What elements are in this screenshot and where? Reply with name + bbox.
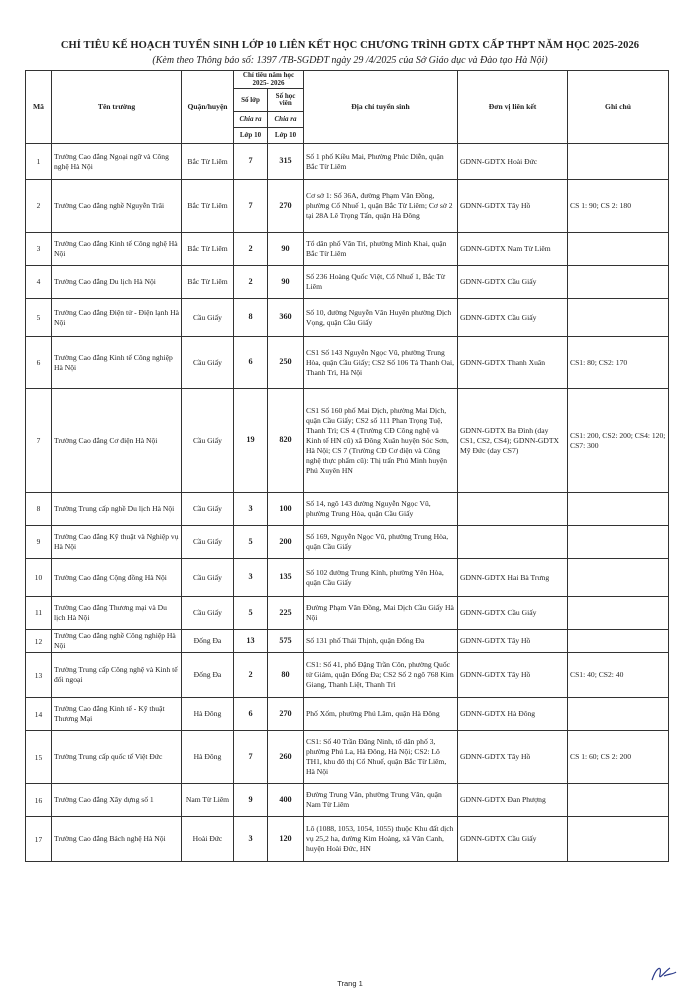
row-note: [568, 817, 669, 862]
row-address: Lô (1088, 1053, 1054, 1055) thuộc Khu đất dịch vụ 25,2 ha, đường Kim Hoàng, xã Vân Canh, huyện Hoài Đức, HN: [304, 817, 458, 862]
row-classes: 2: [234, 233, 268, 266]
row-note: CS1: 80; CS2: 170: [568, 337, 669, 389]
row-stt: 1: [26, 144, 52, 180]
row-note: [568, 526, 669, 559]
row-classes: 3: [234, 817, 268, 862]
row-address: Phố Xốm, phường Phú Lãm, quận Hà Đông: [304, 698, 458, 731]
row-school-name: Trường Cao đẳng nghề Nguyễn Trãi: [52, 180, 182, 233]
row-school-name: Trường Cao đẳng Kinh tế Công nghiệp Hà Nội: [52, 337, 182, 389]
row-district: Đống Đa: [182, 630, 234, 653]
row-district: Hà Đông: [182, 698, 234, 731]
row-students: 135: [268, 559, 304, 597]
row-partner: GDNN-GDTX Ba Đình (day CS1, CS2, CS4); GDNN-GDTX Mỹ Đức (day CS7): [458, 389, 568, 493]
row-address: CS1 Số 143 Nguyễn Ngọc Vũ, phường Trung Hòa, quận Cầu Giấy; CS2 Số 106 Tả Thanh Oai, Thanh Trì, Hà Nội: [304, 337, 458, 389]
row-classes: 3: [234, 559, 268, 597]
row-note: CS 1: 60; CS 2: 200: [568, 731, 669, 784]
row-address: Đường Trung Văn, phường Trung Văn, quận Nam Từ Liêm: [304, 784, 458, 817]
row-stt: 6: [26, 337, 52, 389]
row-students: 400: [268, 784, 304, 817]
row-classes: 13: [234, 630, 268, 653]
table-row: [26, 817, 669, 862]
row-partner: GDNN-GDTX Tây Hồ: [458, 653, 568, 698]
row-note: [568, 299, 669, 337]
row-partner: GDNN-GDTX Nam Từ Liêm: [458, 233, 568, 266]
row-note: [568, 559, 669, 597]
row-address: Số 102 đường Trung Kính, phường Yên Hòa, quận Cầu Giấy: [304, 559, 458, 597]
table-row: [26, 180, 669, 233]
row-partner: GDNN-GDTX Tây Hồ: [458, 630, 568, 653]
row-note: [568, 630, 669, 653]
col-header-split-students: Chia ra: [268, 112, 304, 128]
row-classes: 3: [234, 493, 268, 526]
table-row: [26, 559, 669, 597]
row-address: Số 131 phố Thái Thịnh, quận Đống Đa: [304, 630, 458, 653]
row-classes: 6: [234, 698, 268, 731]
row-stt: 4: [26, 266, 52, 299]
row-note: CS1: 40; CS2: 40: [568, 653, 669, 698]
row-partner: GDNN-GDTX Tây Hồ: [458, 180, 568, 233]
row-school-name: Trường Cao đẳng Kỹ thuật và Nghiệp vụ Hà Nội: [52, 526, 182, 559]
row-students: 250: [268, 337, 304, 389]
row-stt: 10: [26, 559, 52, 597]
row-stt: 8: [26, 493, 52, 526]
table-row: [26, 731, 669, 784]
col-header-quota: Chỉ tiêu năm học 2025- 2026: [234, 71, 304, 89]
col-header-students: Số học viên: [268, 89, 304, 112]
row-district: Bắc Từ Liêm: [182, 266, 234, 299]
row-note: [568, 597, 669, 630]
row-district: Cầu Giấy: [182, 299, 234, 337]
col-header-grade-classes: Lớp 10: [234, 128, 268, 144]
row-partner: GDNN-GDTX Hoài Đức: [458, 144, 568, 180]
row-students: 80: [268, 653, 304, 698]
row-district: Bắc Từ Liêm: [182, 233, 234, 266]
row-address: Đường Phạm Văn Đồng, Mai Dịch Cầu Giấy Hà Nội: [304, 597, 458, 630]
row-stt: 3: [26, 233, 52, 266]
row-classes: 5: [234, 597, 268, 630]
table-row: [26, 389, 669, 493]
row-stt: 5: [26, 299, 52, 337]
row-note: CS 1: 90; CS 2: 180: [568, 180, 669, 233]
table-row: [26, 698, 669, 731]
row-district: Bắc Từ Liêm: [182, 144, 234, 180]
table-row: [26, 653, 669, 698]
row-address: Số 10, đường Nguyễn Văn Huyên phường Dịch Vọng, quận Cầu Giấy: [304, 299, 458, 337]
table-row: [26, 630, 669, 653]
row-classes: 8: [234, 299, 268, 337]
row-address: Số 169, Nguyễn Ngọc Vũ, phường Trung Hòa, quận Cầu Giấy: [304, 526, 458, 559]
row-classes: 7: [234, 144, 268, 180]
col-header-partner: Đơn vị liên kết: [458, 71, 568, 144]
row-note: [568, 266, 669, 299]
row-school-name: Trường Cao đẳng Cộng đồng Hà Nội: [52, 559, 182, 597]
row-partner: GDNN-GDTX Cầu Giấy: [458, 266, 568, 299]
row-district: Đống Đa: [182, 653, 234, 698]
table-row: [26, 266, 669, 299]
row-classes: 19: [234, 389, 268, 493]
row-students: 575: [268, 630, 304, 653]
row-stt: 17: [26, 817, 52, 862]
row-stt: 16: [26, 784, 52, 817]
table-row: [26, 597, 669, 630]
row-district: Hoài Đức: [182, 817, 234, 862]
row-district: Hà Đông: [182, 731, 234, 784]
col-header-note: Ghi chú: [568, 71, 669, 144]
row-address: Số 236 Hoàng Quốc Việt, Cổ Nhuế 1, Bắc Từ Liêm: [304, 266, 458, 299]
row-partner: GDNN-GDTX Đan Phượng: [458, 784, 568, 817]
col-header-district: Quận/huyện: [182, 71, 234, 144]
row-partner: GDNN-GDTX Cầu Giấy: [458, 817, 568, 862]
row-classes: 7: [234, 731, 268, 784]
row-school-name: Trường Cao đẳng Điện tử - Điện lạnh Hà Nội: [52, 299, 182, 337]
row-district: Cầu Giấy: [182, 493, 234, 526]
row-school-name: Trường Trung cấp quốc tế Việt Đức: [52, 731, 182, 784]
row-students: 225: [268, 597, 304, 630]
row-partner: GDNN-GDTX Cầu Giấy: [458, 597, 568, 630]
document-subtitle: (Kèm theo Thông báo số: 1397 /TB-SGDĐT ngày 29 /4/2025 của Sở Giáo dục và Đào tạo Hà Nội): [152, 55, 548, 66]
row-note: [568, 144, 669, 180]
row-school-name: Trường Cao đẳng Kinh tế Công nghệ Hà Nội: [52, 233, 182, 266]
row-school-name: Trường Trung cấp nghề Du lịch Hà Nội: [52, 493, 182, 526]
page-number: Trang 1: [337, 979, 363, 988]
row-partner: GDNN-GDTX Hai Bà Trưng: [458, 559, 568, 597]
row-school-name: Trường Cao đẳng Kinh tế - Kỹ thuật Thương Mại: [52, 698, 182, 731]
row-partner: GDNN-GDTX Thanh Xuân: [458, 337, 568, 389]
row-district: Cầu Giấy: [182, 337, 234, 389]
row-students: 820: [268, 389, 304, 493]
row-students: 270: [268, 698, 304, 731]
row-address: Cơ sở 1: Số 36A, đường Phạm Văn Đồng, phường Cổ Nhuế 1, quận Bắc Từ Liêm; Cơ sở 2 tại 28A Lê Trọng Tấn, quận Hà Đông: [304, 180, 458, 233]
row-classes: 9: [234, 784, 268, 817]
row-district: Cầu Giấy: [182, 559, 234, 597]
row-address: Số 1 phố Kiều Mai, Phường Phúc Diễn, quận Bắc Từ Liêm: [304, 144, 458, 180]
row-address: CS1: Số 41, phố Đặng Trần Côn, phường Quốc tử Giám, quận Đống Đa; CS2 Số 2 ngõ 768 Kim Giang, Thanh Liệt, Thanh Trì: [304, 653, 458, 698]
row-stt: 2: [26, 180, 52, 233]
row-classes: 6: [234, 337, 268, 389]
row-district: Cầu Giấy: [182, 597, 234, 630]
row-school-name: Trường Cao đẳng Xây dựng số 1: [52, 784, 182, 817]
row-address: Tổ dân phố Văn Trì, phường Minh Khai, quận Bắc Từ Liêm: [304, 233, 458, 266]
table-row: [26, 784, 669, 817]
row-note: [568, 233, 669, 266]
table-row: [26, 493, 669, 526]
row-students: 315: [268, 144, 304, 180]
row-address: CS1: Số 40 Trần Đăng Ninh, tổ dân phố 3, phường Phú La, Hà Đông, Hà Nội; CS2: Lô TH1, khu đô thị Cổ Nhuế, quận Bắc Từ Liêm, Hà Nội: [304, 731, 458, 784]
row-partner: [458, 526, 568, 559]
row-partner: GDNN-GDTX Hà Đông: [458, 698, 568, 731]
table-row: [26, 526, 669, 559]
row-district: Cầu Giấy: [182, 526, 234, 559]
row-stt: 13: [26, 653, 52, 698]
row-students: 200: [268, 526, 304, 559]
row-school-name: Trường Cao đẳng Ngoại ngữ và Công nghệ Hà Nội: [52, 144, 182, 180]
row-school-name: Trường Trung cấp Công nghệ và Kinh tế đối ngoại: [52, 653, 182, 698]
col-header-split-classes: Chia ra: [234, 112, 268, 128]
row-school-name: Trường Cao đẳng Cơ điện Hà Nội: [52, 389, 182, 493]
row-students: 120: [268, 817, 304, 862]
row-classes: 7: [234, 180, 268, 233]
row-school-name: Trường Cao đẳng Bách nghệ Hà Nội: [52, 817, 182, 862]
row-stt: 11: [26, 597, 52, 630]
row-classes: 2: [234, 653, 268, 698]
table-row: [26, 144, 669, 180]
col-header-grade-students: Lớp 10: [268, 128, 304, 144]
row-stt: 14: [26, 698, 52, 731]
row-students: 360: [268, 299, 304, 337]
row-partner: [458, 493, 568, 526]
row-note: [568, 698, 669, 731]
row-school-name: Trường Cao đẳng Du lịch Hà Nội: [52, 266, 182, 299]
row-stt: 7: [26, 389, 52, 493]
row-address: Số 14, ngõ 143 đường Nguyễn Ngọc Vũ, phường Trung Hòa, quận Cầu Giấy: [304, 493, 458, 526]
row-district: Nam Từ Liêm: [182, 784, 234, 817]
row-note: CS1: 200, CS2: 200; CS4: 120; CS7: 300: [568, 389, 669, 493]
row-partner: GDNN-GDTX Cầu Giấy: [458, 299, 568, 337]
col-header-school: Tên trường: [52, 71, 182, 144]
row-address: CS1 Số 160 phố Mai Dịch, phường Mai Dịch, quận Cầu Giấy; CS2 số 111 Phan Trọng Tuệ, Thanh Trì; CS 4 (Trường CĐ Công nghệ và Kinh tế HN cũ) xã Đông Xuân huyện Sóc Sơn, Hà Nội; CS 7 (Trường CĐ Cơ điện và Công nghệ thực phẩm cũ): Thị trấn Phú Minh huyện Phú Xuyên HN: [304, 389, 458, 493]
row-district: Cầu Giấy: [182, 389, 234, 493]
row-students: 100: [268, 493, 304, 526]
row-stt: 9: [26, 526, 52, 559]
col-header-stt: Mã: [26, 71, 52, 144]
row-classes: 2: [234, 266, 268, 299]
enrollment-table: [25, 70, 669, 862]
table-row: [26, 233, 669, 266]
col-header-classes: Số lớp: [234, 89, 268, 112]
row-note: [568, 493, 669, 526]
col-header-address: Địa chỉ tuyển sinh: [304, 71, 458, 144]
document-title: CHỈ TIÊU KẾ HOẠCH TUYỂN SINH LỚP 10 LIÊN KẾT HỌC CHƯƠNG TRÌNH GDTX CẤP THPT NĂM HỌC 2025-2026: [60, 40, 640, 51]
row-school-name: Trường Cao đẳng nghề Công nghiệp Hà Nội: [52, 630, 182, 653]
row-stt: 15: [26, 731, 52, 784]
row-school-name: Trường Cao đẳng Thương mại và Du lịch Hà Nội: [52, 597, 182, 630]
table-row: [26, 337, 669, 389]
row-students: 260: [268, 731, 304, 784]
row-classes: 5: [234, 526, 268, 559]
row-partner: GDNN-GDTX Tây Hồ: [458, 731, 568, 784]
row-stt: 12: [26, 630, 52, 653]
table-row: [26, 299, 669, 337]
row-district: Bắc Từ Liêm: [182, 180, 234, 233]
row-students: 90: [268, 233, 304, 266]
signature-mark: [648, 960, 678, 986]
row-students: 90: [268, 266, 304, 299]
row-note: [568, 784, 669, 817]
row-students: 270: [268, 180, 304, 233]
